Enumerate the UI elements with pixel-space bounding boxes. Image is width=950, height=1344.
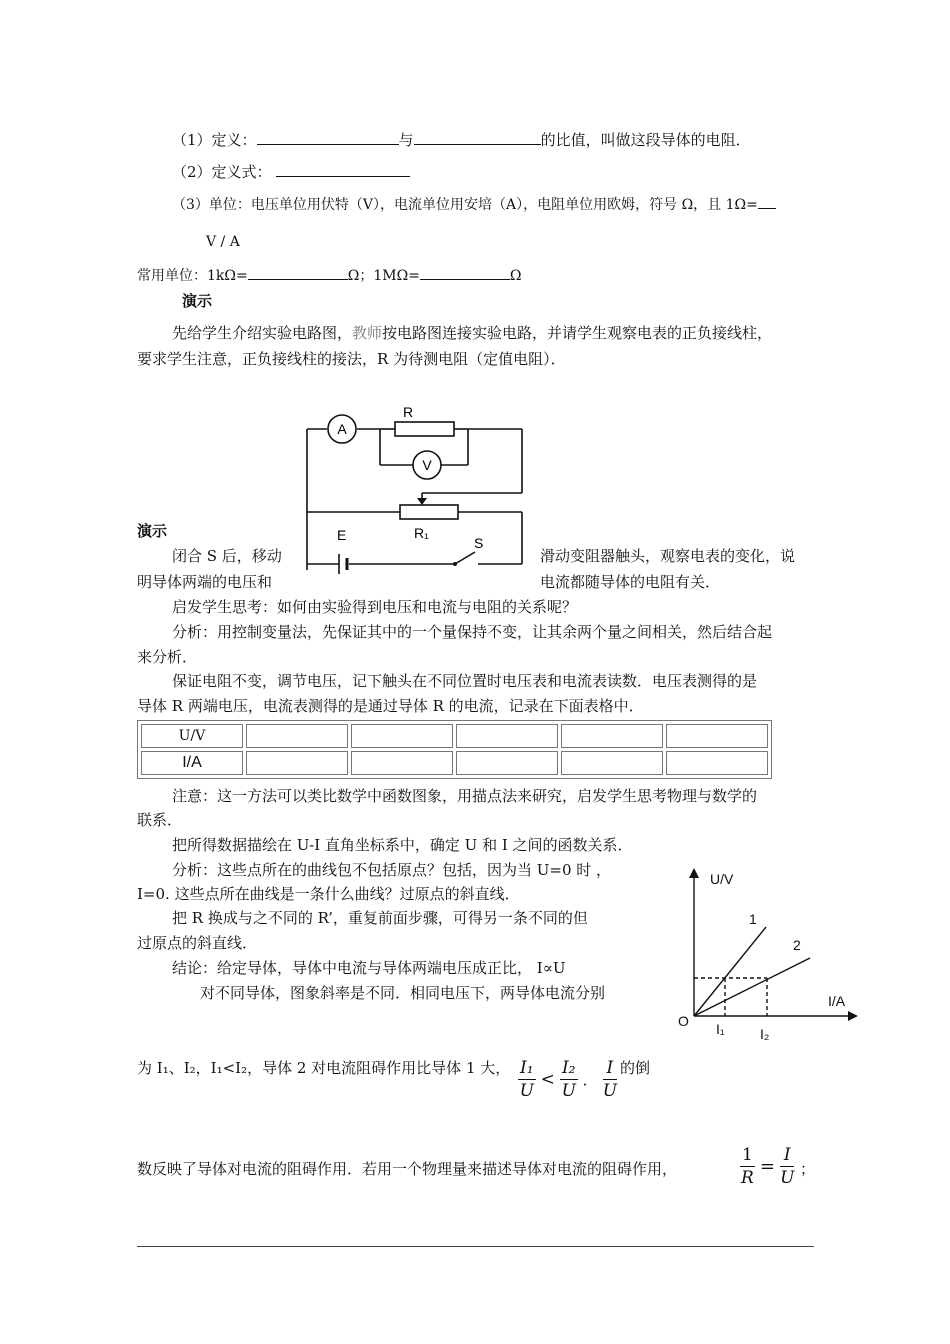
denominator: U [561,1081,576,1101]
paragraph: 明导体两端的电压和 [137,573,273,591]
paragraph [172,323,772,343]
ui-graph [672,862,862,1047]
paragraph: 对不同导体，图象斜率是不同．相同电压下，两导体电流分别 [200,984,606,1002]
blank-field [248,265,348,280]
blank-field [414,130,541,145]
line-2-label: 2 [793,937,801,953]
fraction [603,1057,617,1102]
unit-line [172,194,776,215]
table-header-cell: U/V [141,724,243,748]
paragraph: 分析：这些点所在的曲线包不包括原点？包括，因为当 U=0 时 ， [172,861,612,879]
fraction [740,1144,755,1189]
paragraph: 保证电阻不变，调节电压，记下触头在不同位置时电压表和电流表读数．电压表测得的是 [172,672,758,690]
table-cell[interactable] [351,751,453,775]
paragraph: ； [800,1160,816,1178]
arrow-right-icon [848,1011,858,1021]
paragraph: 要求学生注意，正负接线柱的接法，R 为待测电阻（定值电阻）． [137,350,566,368]
arrow-up-icon [689,868,699,878]
table-cell[interactable] [246,724,348,748]
text: 按电路图连接实验电路，并请学生观察电表的正负接线柱， [382,324,773,342]
paragraph: 导体 R 两端电压，电流表测得的是通过导体 R 的电流，记录在下面表格中． [137,697,644,715]
resistor-label: R [403,404,414,420]
switch-label: S [474,535,484,551]
line-1-label: 1 [749,911,757,927]
definition-label: （1）定义： [172,131,257,149]
numerator: I₁ [520,1058,534,1078]
paragraph: 注意：这一方法可以类比数学中函数图象，用描点法来研究，启发学生思考物理与数学的 [172,787,758,805]
table-header-cell: I/A [141,751,243,775]
denominator: U [780,1168,795,1188]
heading-demo: 演示 [137,522,168,540]
battery-label: E [337,527,347,543]
numerator: 1 [742,1145,753,1165]
denominator: R [741,1168,754,1188]
text: 的比值，叫做这段导体的电阻． [540,131,751,149]
table-cell[interactable] [456,751,558,775]
y-axis-label: U/V [710,871,734,887]
common-units-line [137,265,522,286]
line-2 [694,958,810,1016]
numerator: I₂ [561,1058,576,1078]
paragraph: 的倒 [620,1059,651,1077]
table-cell[interactable] [666,724,768,748]
paragraph: 把 R 换成与之不同的 R’，重复前面步骤，可得另一条不同的但 [172,909,588,927]
table-cell[interactable] [351,724,453,748]
unit-text: （3）单位：电压单位用伏特（V），电流单位用安培（A），电阻单位用欧姆，符号 Ω，且 1Ω= [172,197,758,213]
data-table [137,720,772,779]
paragraph: 分析：用控制变量法，先保证其中的一个量保持不变，让其余两个量之间相关，然后结合起 [172,623,773,641]
i1-label: I₁ [716,1021,725,1037]
numerator: I [603,1057,617,1080]
table-cell[interactable] [456,724,558,748]
operator: = [759,1156,776,1177]
formula-inline [518,1057,617,1102]
operator: ． [582,1071,598,1089]
table-cell[interactable] [666,751,768,775]
i2-label: I₂ [760,1026,770,1042]
heading-demo: 演示 [182,292,213,310]
blank-field [420,265,510,280]
paragraph: 闭合 S 后，移动 [172,547,282,565]
numerator: I [780,1144,794,1167]
paragraph: 结论：给定导体，导体中电流与导体两端电压成正比， I∝U [172,959,566,977]
rheostat-symbol [400,505,458,519]
x-axis-label: I/A [828,993,846,1009]
circuit-diagram [300,402,532,577]
unit-text: V / A [206,234,240,250]
blank-field [276,162,410,177]
footer-divider [137,1246,814,1247]
formula-inline [740,1144,794,1189]
text: 先给学生介绍实验电路图， [172,324,353,342]
slider-arrow-icon [417,498,427,505]
ammeter-label: A [337,421,347,437]
paragraph: 联系． [137,811,183,829]
text: 常用单位：1kΩ= [137,268,248,284]
denominator: U [602,1081,618,1101]
paragraph: 数反映了导体对电流的阻碍作用．若用一个物理量来描述导体对电流的阻碍作用， [137,1160,678,1178]
formula-line [172,162,410,182]
resistor-symbol [395,422,454,436]
fraction [560,1057,578,1102]
rheostat-label: R₁ [414,525,429,541]
definition-line [172,130,751,150]
table-cell[interactable] [561,751,663,775]
origin-label: O [678,1013,689,1029]
line-1 [694,927,766,1016]
table-row [141,751,768,775]
fraction [518,1057,536,1102]
paragraph: 滑动变阻器触头，观察电表的变化，说 [540,547,796,565]
text: Ω [509,268,522,284]
blank-field [257,130,399,145]
text: 与 [398,131,414,149]
paragraph: I=0. 这些点所在曲线是一条什么曲线？过原点的斜直线． [137,885,520,903]
operator: < [540,1069,555,1090]
fraction [780,1144,794,1189]
paragraph: 为 I₁、I₂，I₁<I₂，导体 2 对电流阻碍作用比导体 1 大， [137,1059,511,1077]
paragraph: 把所得数据描绘在 U-I 直角坐标系中，确定 U 和 I 之间的函数关系． [172,836,633,854]
paragraph: 过原点的斜直线． [137,934,258,952]
table-cell[interactable] [561,724,663,748]
table-cell[interactable] [246,751,348,775]
text: Ω；1MΩ= [347,268,420,284]
voltmeter-label: V [422,457,432,473]
blank-field [758,194,776,209]
paragraph: 来分析． [137,648,198,666]
paragraph: 启发学生思考：如何由实验得到电压和电流与电阻的关系呢？ [172,598,578,616]
formula-label: （2）定义式： [172,163,272,181]
paragraph: 电流都随导体的电阻有关． [540,573,721,591]
text: 教师 [352,324,383,342]
table-row [141,724,768,748]
denominator: U [519,1081,534,1101]
